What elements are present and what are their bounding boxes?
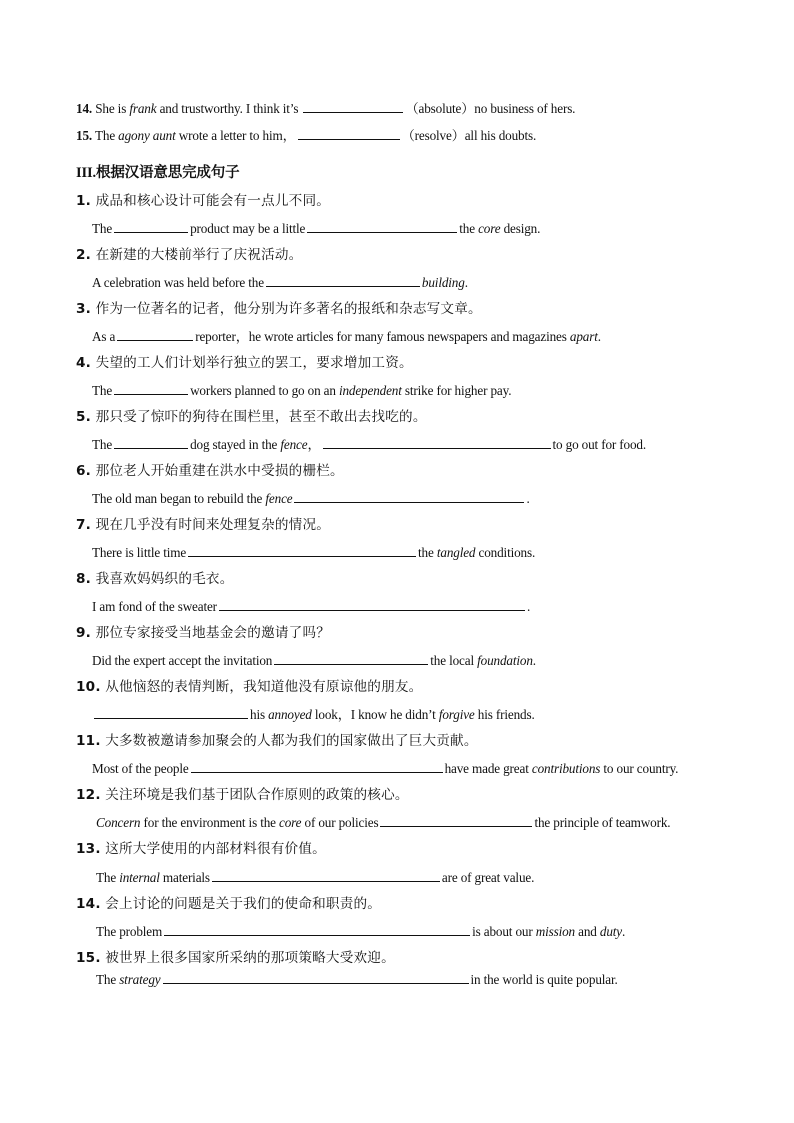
answer-blank[interactable] — [274, 652, 428, 665]
item-3-chinese: 3. 作为一位著名的记者，他分别为许多著名的报纸和杂志写文章。 — [76, 301, 482, 317]
item-8-english: I am fond of the sweater . — [92, 599, 531, 614]
item-6-english: The old man began to rebuild the fence . — [92, 491, 530, 506]
item-9-chinese: 9. 那位专家接受当地基金会的邀请了吗？ — [76, 625, 331, 641]
answer-blank[interactable] — [94, 706, 248, 719]
item-13-english: The internal materials are of great value. — [96, 870, 535, 885]
item-1-english: The product may be a little the core design. — [92, 221, 541, 236]
item-15-english: The strategy in the world is quite popular. — [96, 972, 618, 987]
item-10-english: his annoyed look，I know he didn’t forgive his friends. — [92, 706, 535, 723]
question-number: 15. — [76, 128, 93, 143]
section-heading: III.根据汉语意思完成句子 — [76, 165, 240, 181]
item-1-chinese: 1. 成品和核心设计可能会有一点儿不同。 — [76, 193, 331, 209]
answer-blank[interactable] — [117, 328, 193, 341]
answer-blank[interactable] — [298, 127, 400, 140]
answer-blank[interactable] — [307, 220, 457, 233]
item-7-chinese: 7. 现在几乎没有时间来处理复杂的情况。 — [76, 517, 331, 533]
item-9-english: Did the expert accept the invitation the local foundation. — [92, 653, 536, 668]
item-12-english: Concern for the environment is the core of our policies the principle of teamwork. — [96, 815, 671, 830]
item-2-chinese: 2. 在新建的大楼前举行了庆祝活动。 — [76, 247, 303, 263]
answer-blank[interactable] — [219, 598, 525, 611]
answer-blank[interactable] — [380, 814, 532, 827]
item-11-chinese: 11. 大多数被邀请参加聚会的人都为我们的国家做出了巨大贡献。 — [76, 733, 478, 749]
answer-blank[interactable] — [191, 760, 443, 773]
item-15-chinese: 15. 被世界上很多国家所采纳的那项策略大受欢迎。 — [76, 950, 395, 966]
answer-blank[interactable] — [163, 971, 469, 984]
answer-blank[interactable] — [114, 220, 188, 233]
item-6-chinese: 6. 那位老人开始重建在洪水中受损的栅栏。 — [76, 463, 344, 479]
answer-blank[interactable] — [303, 100, 403, 113]
item-10-chinese: 10. 从他恼怒的表情判断，我知道他没有原谅他的朋友。 — [76, 679, 423, 695]
item-11-english: Most of the people have made great contributions to our country. — [92, 761, 679, 776]
item-3-english: As a reporter，he wrote articles for many famous newspapers and magazines apart. — [92, 329, 601, 344]
question-number: 14. — [76, 101, 93, 116]
answer-blank[interactable] — [323, 436, 551, 449]
item-2-english: A celebration was held before the building. — [92, 275, 468, 290]
item-5-english: The dog stayed in the fence， to go out for food. — [92, 437, 646, 452]
answer-blank[interactable] — [114, 382, 188, 395]
item-5-chinese: 5. 那只受了惊吓的狗待在围栏里，甚至不敢出去找吃的。 — [76, 409, 427, 425]
item-14-english: The problem is about our mission and duty. — [96, 924, 626, 939]
answer-blank[interactable] — [266, 274, 420, 287]
answer-blank[interactable] — [212, 869, 440, 882]
exercise-15: 15. The agony aunt wrote a letter to him， （resolve）all his doubts. — [76, 128, 537, 143]
item-13-chinese: 13. 这所大学使用的内部材料很有价值。 — [76, 841, 326, 857]
item-8-chinese: 8. 我喜欢妈妈织的毛衣。 — [76, 571, 234, 587]
answer-blank[interactable] — [114, 436, 188, 449]
item-12-chinese: 12. 关注环境是我们基于团队合作原则的政策的核心。 — [76, 787, 409, 803]
item-14-chinese: 14. 会上讨论的问题是关于我们的使命和职责的。 — [76, 896, 382, 912]
answer-blank[interactable] — [294, 490, 524, 503]
answer-blank[interactable] — [164, 923, 470, 936]
exercise-14: 14. She is frank and trustworthy. I think it’s （absolute）no business of hers. — [76, 101, 576, 116]
answer-blank[interactable] — [188, 544, 416, 557]
item-4-chinese: 4. 失望的工人们计划举行独立的罢工，要求增加工资。 — [76, 355, 413, 371]
item-4-english: The workers planned to go on an independent strike for higher pay. — [92, 383, 512, 398]
item-7-english: There is little time the tangled conditions. — [92, 545, 536, 560]
